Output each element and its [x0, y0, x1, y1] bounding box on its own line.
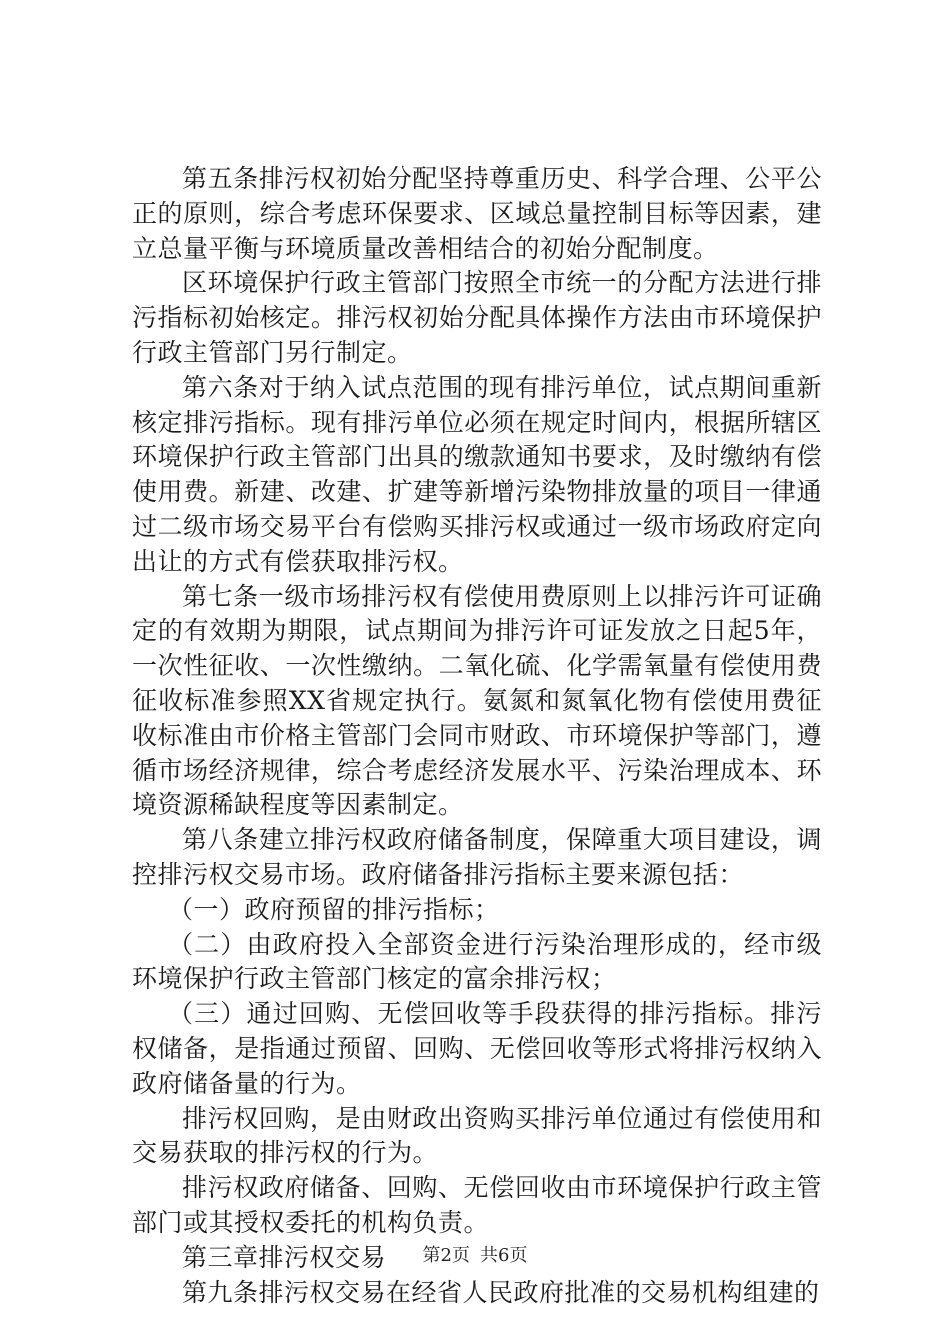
list-item: （三）通过回购、无偿回收等手段获得的排污指标。排污权储备，是指通过预留、回购、无偿回收等形式将排污权纳入政府储备量的行为。 — [132, 999, 822, 1098]
list-item: （二）由政府投入全部资金进行污染治理形成的，经市级环境保护行政主管部门核定的富余排污权； — [132, 929, 822, 994]
list-item: （一）政府预留的排污指标； — [168, 894, 500, 924]
chapter-heading: 第三章排污权交易 — [182, 1242, 387, 1272]
page-footer — [0, 1245, 950, 1267]
paragraph: 区环境保护行政主管部门按照全市统一的分配方法进行排污指标初始核定。排污权初始分配具体操作方法由市环境保护行政主管部门另行制定。 — [132, 268, 822, 367]
page-number: 第2页 — [422, 1245, 470, 1266]
paragraph: 第九条排污权交易在经省人民政府批准的交易机构组建的 — [182, 1277, 820, 1307]
paragraph: 排污权回购，是由财政出资购买排污单位通过有偿使用和交易获取的排污权的行为。 — [132, 1103, 822, 1168]
paragraph: 第七条一级市场排污权有偿使用费原则上以排污许可证确定的有效期为期限，试点期间为排污许可证发放之日起5年，一次性征收、一次性缴纳。二氧化硫、化学需氧量有偿使用费征收标准参照XX省规定执行。氨氮和氮氧化物有偿使用费征收标准由市价格主管部门会同市财政、市环境保护等部门，遵循市场经济规律，综合考虑经济发展水平、污染治理成本、环境资源稀缺程度等因素制定。 — [132, 581, 822, 820]
document-body — [132, 162, 822, 1310]
page-total: 共6页 — [480, 1245, 528, 1266]
paragraph: 第六条对于纳入试点范围的现有排污单位，试点期间重新核定排污指标。现有排污单位必须在规定时间内，根据所辖区环境保护行政主管部门出具的缴款通知书要求，及时缴纳有偿使用费。新建、改建、扩建等新增污染物排放量的项目一律通过二级市场交易平台有偿购买排污权或通过一级市场政府定向出让的方式有偿获取排污权。 — [132, 372, 822, 576]
paragraph: 第八条建立排污权政府储备制度，保障重大项目建设，调控排污权交易市场。政府储备排污指标主要来源包括： — [132, 825, 822, 889]
paragraph: 第五条排污权初始分配坚持尊重历史、科学合理、公平公正的原则，综合考虑环保要求、区域总量控制目标等因素，建立总量平衡与环境质量改善相结合的初始分配制度。 — [132, 164, 822, 263]
paragraph: 排污权政府储备、回购、无偿回收由市环境保护行政主管部门或其授权委托的机构负责。 — [132, 1173, 822, 1237]
